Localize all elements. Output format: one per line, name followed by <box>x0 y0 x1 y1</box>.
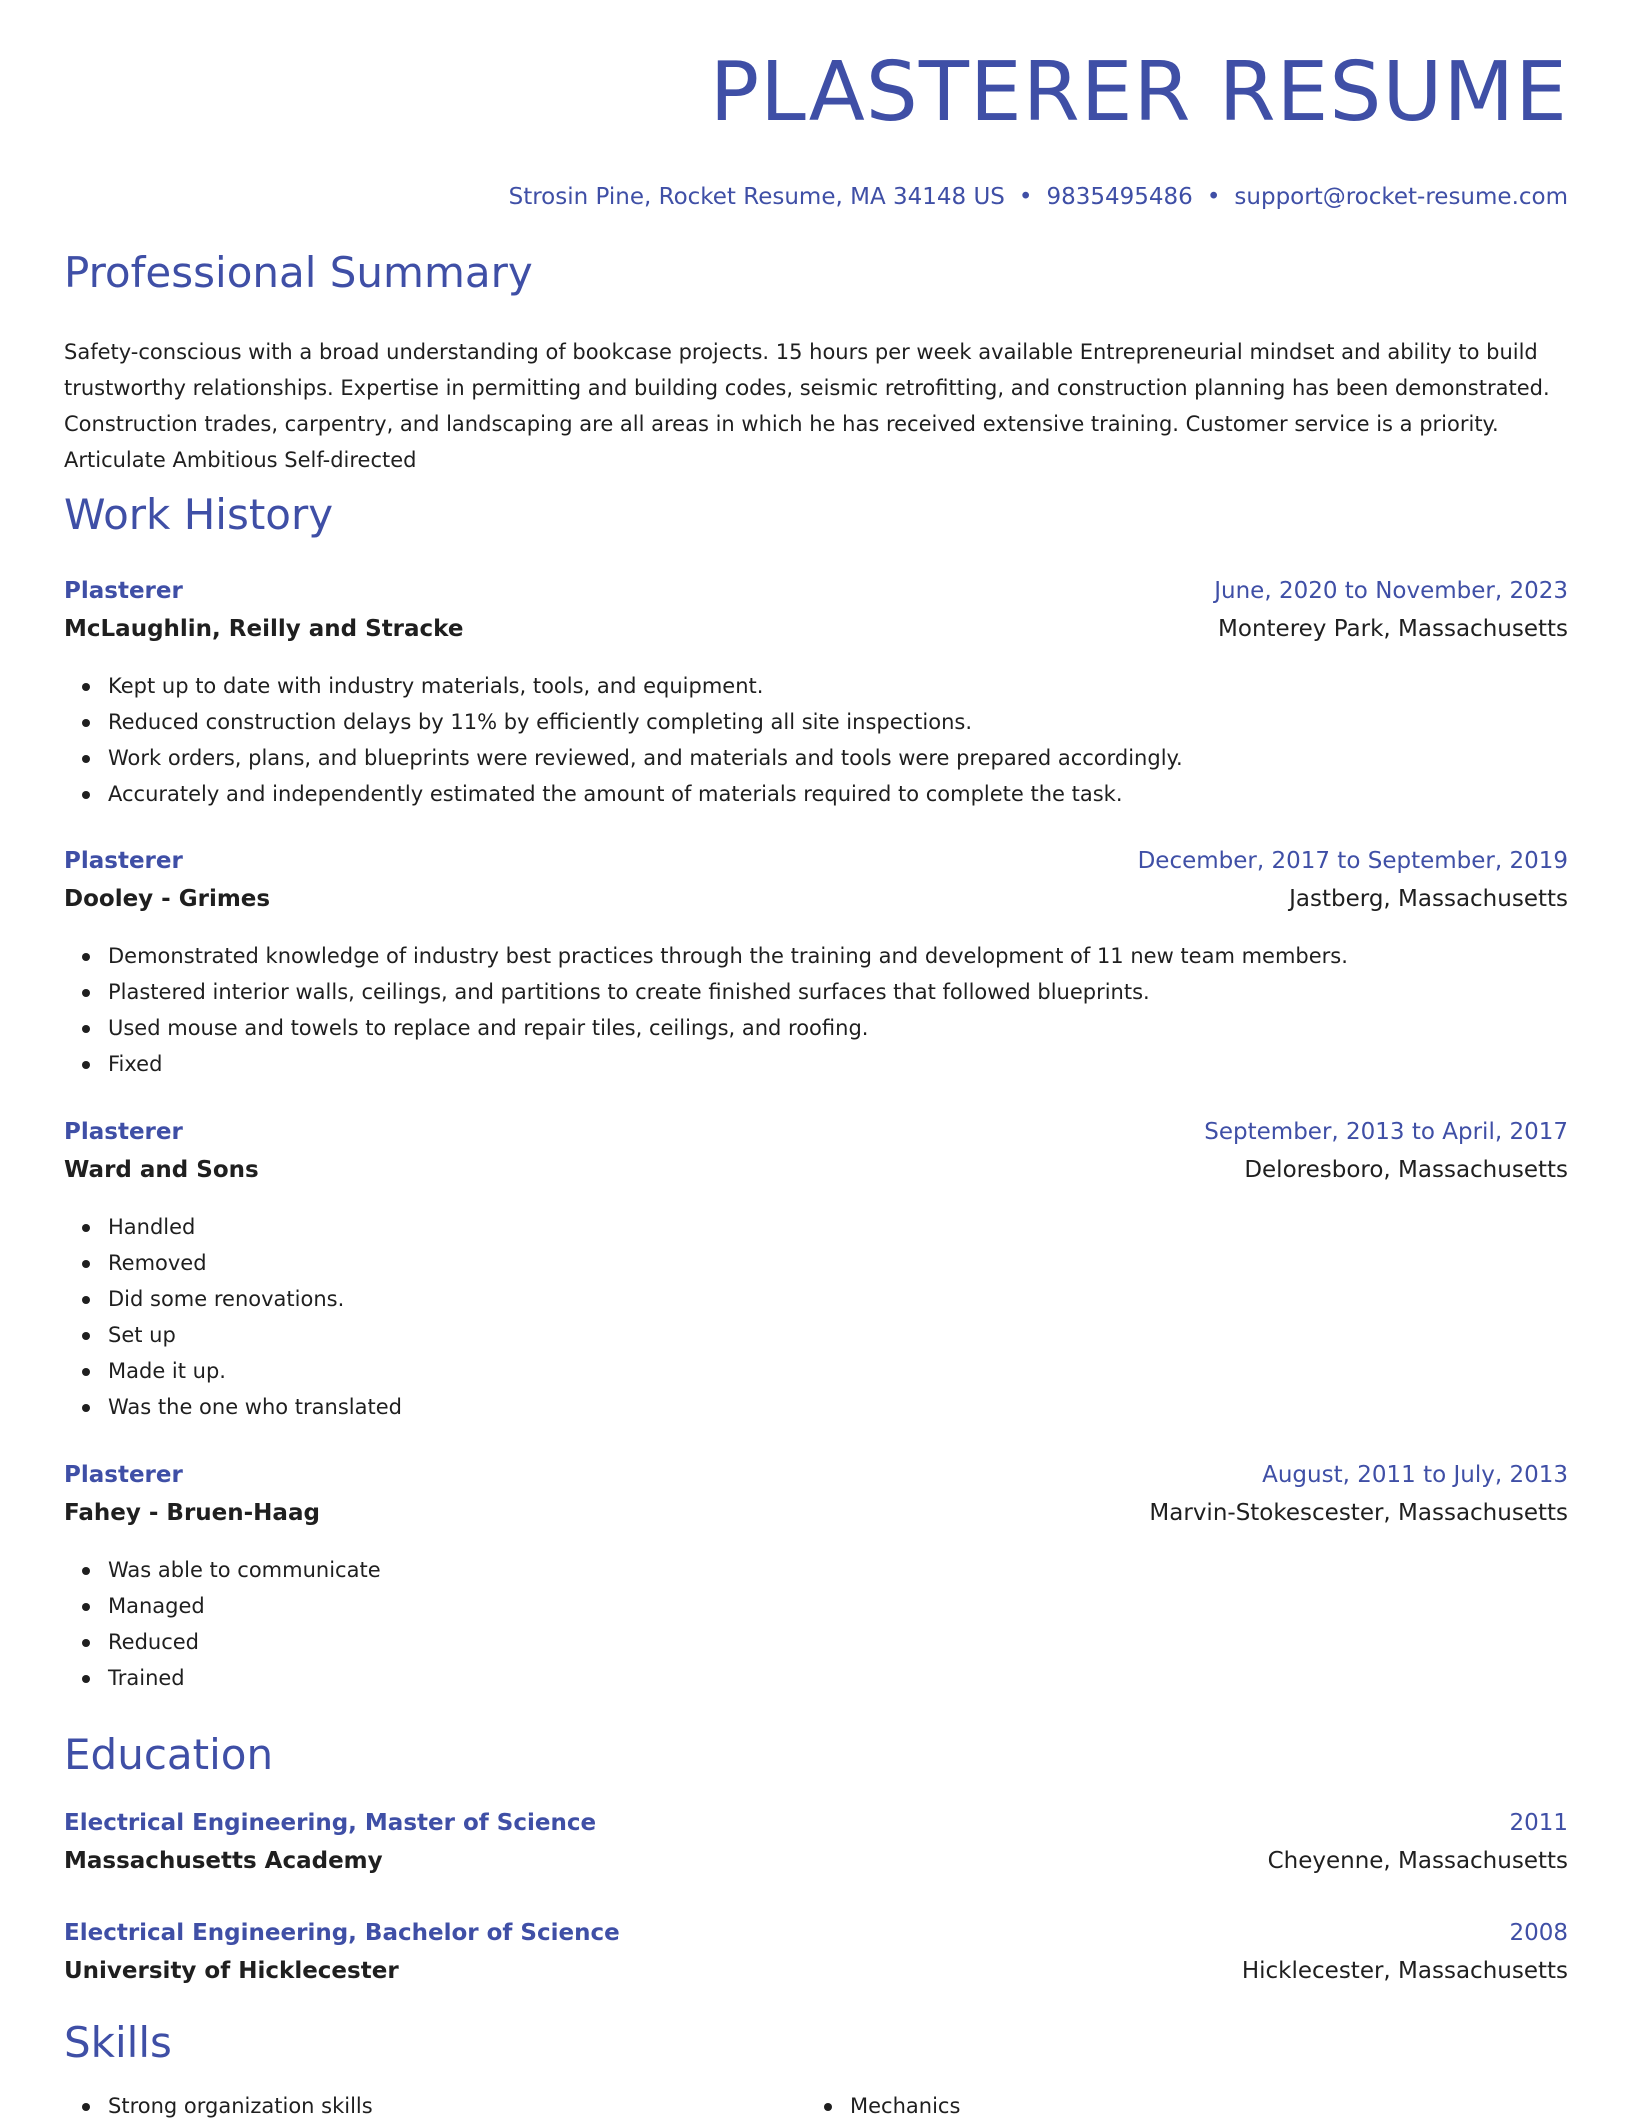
list-item: Mechanics <box>850 2088 960 2124</box>
separator-dot: • <box>1206 184 1221 210</box>
email-link[interactable]: support@rocket-resume.com <box>1234 184 1568 210</box>
list-item: Trained <box>108 1660 1568 1696</box>
job-company: Dooley - Grimes <box>64 886 271 912</box>
list-item: Did some renovations. <box>108 1281 1568 1317</box>
job-role: Plasterer <box>64 1462 183 1488</box>
list-item: Managed <box>108 1588 1568 1624</box>
list-item: Was able to communicate <box>108 1552 1568 1588</box>
list-item: Removed <box>108 1245 1568 1281</box>
job-bullets <box>64 1552 1568 1696</box>
list-item: Work orders, plans, and blueprints were reviewed, and materials and tools were prepared accordingly. <box>108 740 1568 776</box>
list-item: Reduced <box>108 1624 1568 1660</box>
list-item: Set up <box>108 1317 1568 1353</box>
education-entry <box>64 1808 1568 1884</box>
education-location: Cheyenne, Massachusetts <box>1267 1848 1568 1874</box>
job-dates: June, 2020 to November, 2023 <box>1214 578 1568 604</box>
list-item: Demonstrated knowledge of industry best practices through the training and development of 11 new team members. <box>108 938 1568 974</box>
job-entry <box>64 846 1568 1082</box>
job-location: Deloresboro, Massachusetts <box>1244 1157 1568 1183</box>
job-entry <box>64 1460 1568 1696</box>
job-role: Plasterer <box>64 578 183 604</box>
skills-list <box>64 2088 1568 2128</box>
skills-column-right <box>806 2088 960 2124</box>
job-role: Plasterer <box>64 848 183 874</box>
job-company: Ward and Sons <box>64 1157 259 1183</box>
job-dates: August, 2011 to July, 2013 <box>1262 1462 1568 1488</box>
education-year: 2008 <box>1509 1920 1568 1946</box>
address-text: Strosin Pine, Rocket Resume, MA 34148 US <box>508 184 1005 210</box>
job-location: Monterey Park, Massachusetts <box>1218 616 1568 642</box>
list-item: Strong organization skills <box>108 2088 373 2124</box>
contact-line <box>509 182 1568 212</box>
list-item: Made it up. <box>108 1353 1568 1389</box>
job-location: Marvin-Stokescester, Massachusetts <box>1149 1500 1568 1526</box>
work-history-heading: Work History <box>64 490 334 539</box>
job-entry <box>64 576 1568 812</box>
summary-heading: Professional Summary <box>64 248 533 297</box>
summary-text: Safety-conscious with a broad understanding of bookcase projects. 15 hours per week available Entrepreneurial mindset and ability to build trustworthy relationships. Expertise in permitting and building codes, seismic retrofitting, and construction planning has been demonstrated. Construction trades, carpentry, and landscaping are all areas in which he has received extensive training. Customer service is a priority. Articulate Ambitious Self-directed <box>64 340 1550 472</box>
education-degree: Electrical Engineering, Master of Science <box>64 1810 597 1836</box>
job-dates: December, 2017 to September, 2019 <box>1137 848 1568 874</box>
separator-dot: • <box>1018 184 1033 210</box>
education-degree: Electrical Engineering, Bachelor of Science <box>64 1920 620 1946</box>
job-dates: September, 2013 to April, 2017 <box>1204 1119 1568 1145</box>
list-item: Reduced construction delays by 11% by efficiently completing all site inspections. <box>108 704 1568 740</box>
job-bullets <box>64 668 1568 812</box>
skills-heading: Skills <box>64 2018 172 2067</box>
list-item: Handled <box>108 1209 1568 1245</box>
job-company: McLaughlin, Reilly and Stracke <box>64 616 464 642</box>
education-entry <box>64 1918 1568 1994</box>
education-location: Hicklecester, Massachusetts <box>1241 1958 1568 1984</box>
list-item: Was the one who translated <box>108 1389 1568 1425</box>
list-item: Accurately and independently estimated the amount of materials required to complete the task. <box>108 776 1568 812</box>
job-location: Jastberg, Massachusetts <box>1289 886 1568 912</box>
education-heading: Education <box>64 1730 274 1779</box>
education-school: Massachusetts Academy <box>64 1848 383 1874</box>
skills-column-left <box>64 2088 373 2124</box>
job-entry <box>64 1117 1568 1425</box>
job-company: Fahey - Bruen-Haag <box>64 1500 320 1526</box>
education-school: University of Hicklecester <box>64 1958 399 1984</box>
job-bullets <box>64 1209 1568 1425</box>
phone-text: 9835495486 <box>1046 184 1193 210</box>
education-year: 2011 <box>1509 1810 1568 1836</box>
list-item: Fixed <box>108 1046 1568 1082</box>
resume-title: PLASTERER RESUME <box>709 45 1568 140</box>
list-item: Plastered interior walls, ceilings, and partitions to create finished surfaces that followed blueprints. <box>108 974 1568 1010</box>
job-bullets <box>64 938 1568 1082</box>
job-role: Plasterer <box>64 1119 183 1145</box>
list-item: Used mouse and towels to replace and repair tiles, ceilings, and roofing. <box>108 1010 1568 1046</box>
list-item: Kept up to date with industry materials, tools, and equipment. <box>108 668 1568 704</box>
